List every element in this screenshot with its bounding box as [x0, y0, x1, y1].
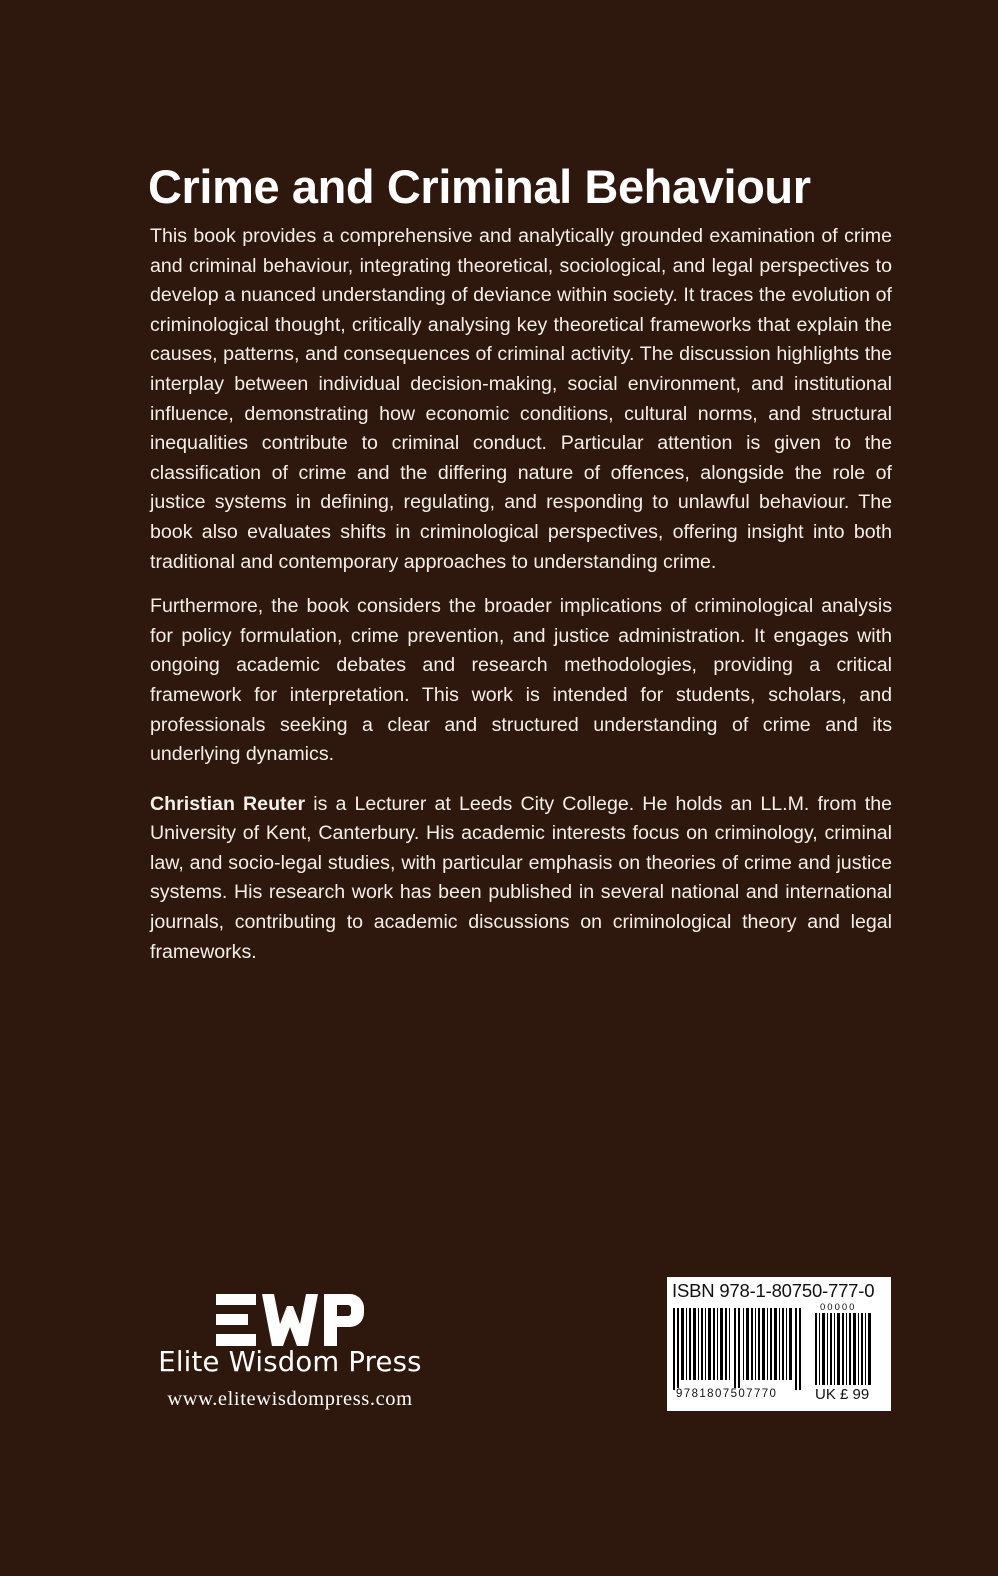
addon-digits: 00000: [820, 1302, 857, 1313]
price-label: UK £ 99: [815, 1386, 870, 1403]
publisher-name: Elite Wisdom Press: [158, 1346, 422, 1378]
ewp-logo-icon: [216, 1294, 364, 1346]
addon-barcode-icon: [815, 1313, 873, 1385]
isbn-barcode-box: [667, 1277, 891, 1411]
publisher-url: www.elitewisdompress.com: [167, 1388, 413, 1410]
publisher-logo: [140, 1290, 440, 1415]
blurb-paragraph-2: Furthermore, the book considers the broader implications of criminological analysis for policy formulation, crime prevention, and justice administration. It engages with ongoing academic debates and research methodologies, providing a critical framework for interpretation. This work is intended for students, scholars, and professionals seeking a clear and structured understanding of crime and its underlying dynamics.: [150, 595, 892, 766]
ean-digits: 9781807507770: [676, 1388, 778, 1400]
back-cover-blurb: [150, 222, 892, 967]
author-name: Christian Reuter: [150, 792, 306, 815]
ean-barcode-icon: [673, 1308, 803, 1390]
book-title: Crime and Criminal Behaviour: [148, 160, 811, 213]
author-bio-text: is a Lecturer at Leeds City College. He holds an LL.M. from the University of Kent, Canterbury. His academic interests focus on criminology, criminal law, and socio-legal studies, with particular emphasis on theories of crime and justice systems. His research work has been published in several national and international journals, contributing to academic discussions on criminological theory and legal frameworks.: [150, 792, 892, 963]
blurb-paragraph-1: This book provides a comprehensive and analytically grounded examination of crime and criminal behaviour, integrating theoretical, sociological, and legal perspectives to develop a nuanced understanding of deviance within society. It traces the evolution of criminological thought, critically analysing key theoretical frameworks that explain the causes, patterns, and consequences of criminal activity. The discussion highlights the interplay between individual decision-making, social environment, and institutional influence, demonstrating how economic conditions, cultural norms, and structural inequalities contribute to criminal conduct. Particular attention is given to the classification of crime and the differing nature of offences, alongside the role of justice systems in defining, regulating, and responding to unlawful behaviour. The book also evaluates shifts in criminological perspectives, offering insight into both traditional and contemporary approaches to understanding crime.: [150, 225, 892, 573]
author-bio: [150, 790, 892, 968]
isbn-label: ISBN 978-1-80750-777-0: [672, 1280, 875, 1301]
